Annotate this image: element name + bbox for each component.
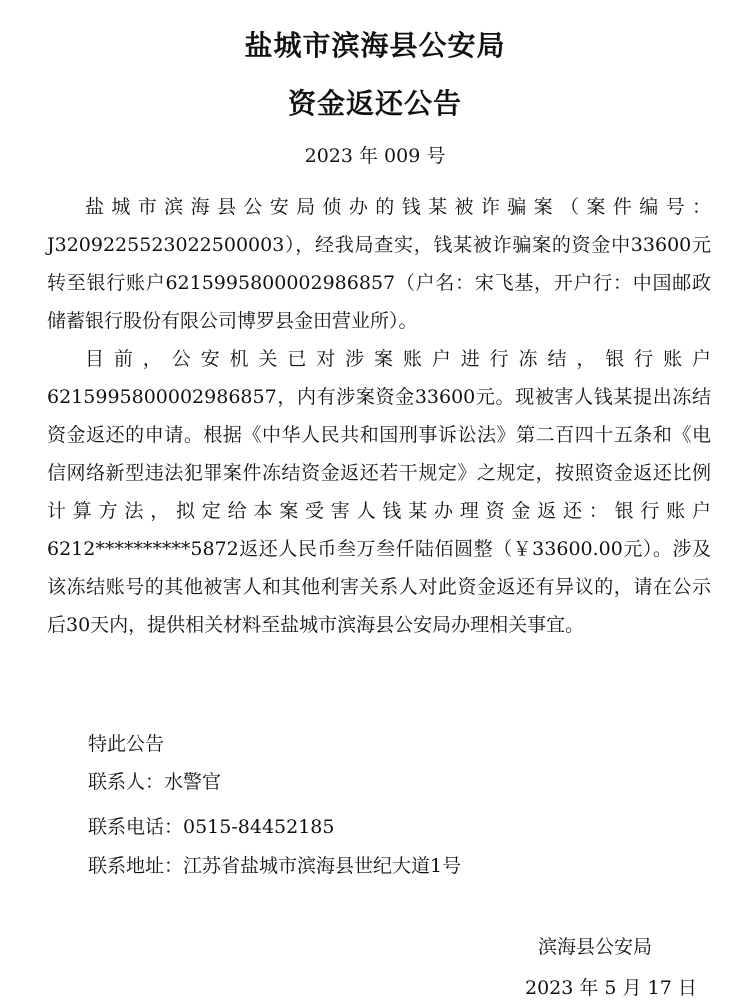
announcement-title: 资金返还公告 (287, 87, 462, 120)
issuer-title: 盐城市滨海县公安局 (244, 29, 506, 62)
contact-person: 联系人：水警官 (88, 771, 222, 793)
contact-phone: 联系电话：0515-84452185 (88, 816, 335, 838)
signature-organization: 滨海县公安局 (538, 936, 653, 958)
announcement-body (47, 188, 711, 644)
document-number: 2023 年 009 号 (304, 145, 446, 167)
closing-notice: 特此公告 (88, 733, 165, 755)
case-paragraph: 盐城市滨海县公安局侦办的钱某被诈骗案（案件编号：J3209225523022500003），经我局查实，钱某被诈骗案的资金中33600元转至银行账户6215995800002986857（户名：宋飞基，开户行：中国邮政储蓄银行股份有限公司博罗县金田营业所）。 (47, 196, 711, 332)
refund-paragraph: 目前，公安机关已对涉案账户进行冻结，银行账户6215995800002986857，内有涉案资金33600元。现被害人钱某提出冻结资金返还的申请。根据《中华人民共和国刑事诉讼法》第二百四十五条和《电信网络新型违法犯罪案件冻结资金返还若干规定》之规定，按照资金返还比例计算方法，拟定给本案受害人钱某办理资金返还：银行账户6212**********5872返还人民币叁万叁仟陆佰圆整（￥33600.00元）。涉及该冻结账号的其他被害人和其他利害关系人对此资金返还有异议的，请在公示后30天内，提供相关材料至盐城市滨海县公安局办理相关事宜。 (47, 348, 711, 636)
signature-date: 2023 年 5 月 17 日 (525, 977, 697, 999)
contact-address: 联系地址：江苏省盐城市滨海县世纪大道1号 (88, 855, 462, 877)
